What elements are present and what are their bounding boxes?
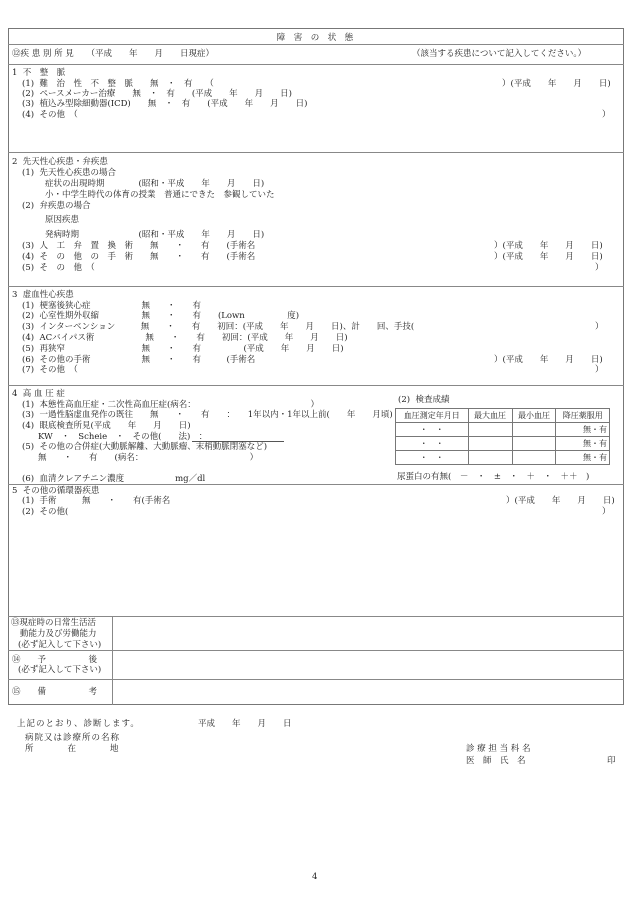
urine-protein: 尿蛋白の有無( － ・ ± ・ ＋ ・ ＋＋ ) xyxy=(397,472,590,482)
seal-mark: 印 xyxy=(607,756,616,766)
divider xyxy=(8,616,624,617)
daily-living-label: 動能力及び労働能力 xyxy=(20,629,97,639)
table-row xyxy=(396,451,610,465)
s4-line: 無 ・ 有 (病名： ） xyxy=(38,453,259,463)
s1-paren: ） xyxy=(602,110,611,120)
cell-diastolic[interactable] xyxy=(512,451,556,465)
cell-diastolic[interactable] xyxy=(512,437,556,451)
s3-line: (5) 再狭窄 無 ・ 有 (平成 年 月 日) xyxy=(22,344,344,354)
s3-line: (1) 梗塞後狭心症 無 ・ 有 xyxy=(22,301,201,311)
table-header-row xyxy=(396,409,610,423)
section-3-heading: 3 虚血性心疾患 xyxy=(12,290,74,300)
findings-note: （該当する疾患について記入してください。） xyxy=(412,49,587,59)
s2-line: 症状の出現時期 (昭和・平成 年 月 日) xyxy=(45,179,265,189)
section-5-heading: 5 その他の循環器疾患 xyxy=(12,486,100,496)
s1-line-date: ）(平成 年 月 日) xyxy=(502,79,611,89)
s2-line-date: ）(平成 年 月 日) xyxy=(494,252,603,262)
exam-results-label: (2) 検査成績 xyxy=(398,395,450,405)
section-4-heading: 4 高 血 圧 症 xyxy=(12,389,65,399)
divider xyxy=(112,616,113,705)
s2-line: (5) そ の 他 （ xyxy=(22,263,95,273)
s4-line: (3) 一過性脳虚血発作の既往 無 ・ 有 ： 1年以内・1年以上前( 年 月頃) xyxy=(22,410,393,420)
table-row xyxy=(396,423,610,437)
section-2-heading: 2 先天性心疾患・弁疾患 xyxy=(12,157,108,167)
department-label: 診 療 担 当 科 名 xyxy=(466,744,531,754)
s5-paren: ） xyxy=(602,507,611,517)
s2-line: (4) そ の 他 の 手 術 無 ・ 有 (手術名 xyxy=(22,252,256,262)
s1-line: (4) その他 （ xyxy=(22,110,78,120)
findings-header: ⑫疾 患 別 所 見 （平成 年 月 日現症） xyxy=(12,49,215,59)
cell-systolic[interactable] xyxy=(468,451,512,465)
required-note: (必ず記入して下さい) xyxy=(18,665,102,675)
s2-paren: ） xyxy=(595,263,604,273)
s3-paren: ） xyxy=(595,322,604,332)
cell-medication[interactable]: 無・有 xyxy=(556,437,610,451)
divider xyxy=(8,64,624,65)
cell-systolic[interactable] xyxy=(468,437,512,451)
hospital-name-label: 病院又は診療所の名称 xyxy=(25,733,121,743)
s3-line: (2) 心室性期外収縮 無 ・ 有 (Lown 度) xyxy=(22,311,300,321)
s2-line: (2) 弁疾患の場合 xyxy=(22,201,91,211)
s2-line: (1) 先天性心疾患の場合 xyxy=(22,168,116,178)
s4-line: (5) その他の合併症(大動脈解離、大動脈瘤、末梢動脈閉塞など) xyxy=(22,442,268,452)
divider xyxy=(8,484,624,485)
s1-line: (2) ペースメーカー治療 無 ・ 有 (平成 年 月 日) xyxy=(22,89,292,99)
cell-systolic[interactable] xyxy=(468,423,512,437)
col-systolic: 最大血圧 xyxy=(468,409,512,423)
cell-date[interactable]: ・ ・ xyxy=(396,451,469,465)
s3-line: (3) インターベンション 無 ・ 有 初回：(平成 年 月 日)、計 回、手技( xyxy=(22,322,415,332)
s5-line-date: ）(平成 年 月 日) xyxy=(506,496,615,506)
divider xyxy=(8,385,624,386)
col-diastolic: 最小血圧 xyxy=(512,409,556,423)
cell-diastolic[interactable] xyxy=(512,423,556,437)
address-label: 所 在 地 xyxy=(25,744,119,754)
s3-line: (4) ACバイパス術 無 ・ 有 初回：(平成 年 月 日) xyxy=(22,333,348,343)
s1-line: (1) 難 治 性 不 整 脈 無 ・ 有 （ xyxy=(22,79,214,89)
required-note: (必ず記入して下さい) xyxy=(18,640,102,650)
col-medication: 降圧薬服用 xyxy=(556,409,610,423)
s5-line: (1) 手術 無 ・ 有(手術名 xyxy=(22,496,171,506)
s2-line: (3) 人 工 弁 置 換 術 無 ・ 有 (手術名 xyxy=(22,241,256,251)
s2-line-date: ）(平成 年 月 日) xyxy=(494,241,603,251)
diagnosis-statement: 上記のとおり、診断します。 xyxy=(17,719,140,729)
doctor-name-label: 医 師 氏 名 xyxy=(466,756,526,766)
s3-paren: ） xyxy=(595,365,604,375)
divider xyxy=(8,44,624,45)
blood-pressure-table xyxy=(395,408,610,465)
divider xyxy=(8,679,624,680)
s3-line: (7) その他 （ xyxy=(22,365,78,375)
remarks-label: ⑮ 備 考 xyxy=(12,687,98,697)
cell-date[interactable]: ・ ・ xyxy=(396,437,469,451)
s4-line: (1) 本態性高血圧症・二次性高血圧症(病名： ） xyxy=(22,400,320,410)
page-number: 4 xyxy=(312,872,318,882)
form-border xyxy=(8,28,624,705)
cell-medication[interactable]: 無・有 xyxy=(556,423,610,437)
section-1-heading: 1 不 整 脈 xyxy=(12,68,66,78)
s2-line: 発病時期 (昭和・平成 年 月 日) xyxy=(45,230,265,240)
daily-living-label: ⑬現症時の日常生活活 xyxy=(11,618,97,628)
s2-line: 原因疾患 xyxy=(45,215,80,225)
s3-line-date: ）(平成 年 月 日) xyxy=(494,355,603,365)
s3-line: (6) その他の手術 無 ・ 有 (手術名 xyxy=(22,355,256,365)
s4-line: KW ・ Scheie ・ その他( 法) ： xyxy=(38,432,208,442)
cell-date[interactable]: ・ ・ xyxy=(396,423,469,437)
diagnosis-date: 平成 年 月 日 xyxy=(198,719,292,729)
s1-line: (3) 植込み型除細動器(ICD) 無 ・ 有 (平成 年 月 日) xyxy=(22,99,308,109)
table-row xyxy=(396,437,610,451)
s4-line: (6) 血清クレアチニン濃度 mg／dl xyxy=(22,474,206,484)
s4-line: (4) 眼底検査所見(平成 年 月 日) xyxy=(22,421,191,431)
cell-medication[interactable]: 無・有 xyxy=(556,451,610,465)
divider xyxy=(8,286,624,287)
col-date: 血圧測定年月日 xyxy=(396,409,469,423)
divider xyxy=(8,650,624,651)
form-title: 障 害 の 状 態 xyxy=(276,33,354,43)
divider xyxy=(8,152,624,153)
s2-line: 小・中学生時代の体育の授業 普通にできた 参観していた xyxy=(45,190,275,200)
prognosis-label: ⑭ 予 後 xyxy=(12,655,98,665)
s5-line: (2) その他( xyxy=(22,507,69,517)
